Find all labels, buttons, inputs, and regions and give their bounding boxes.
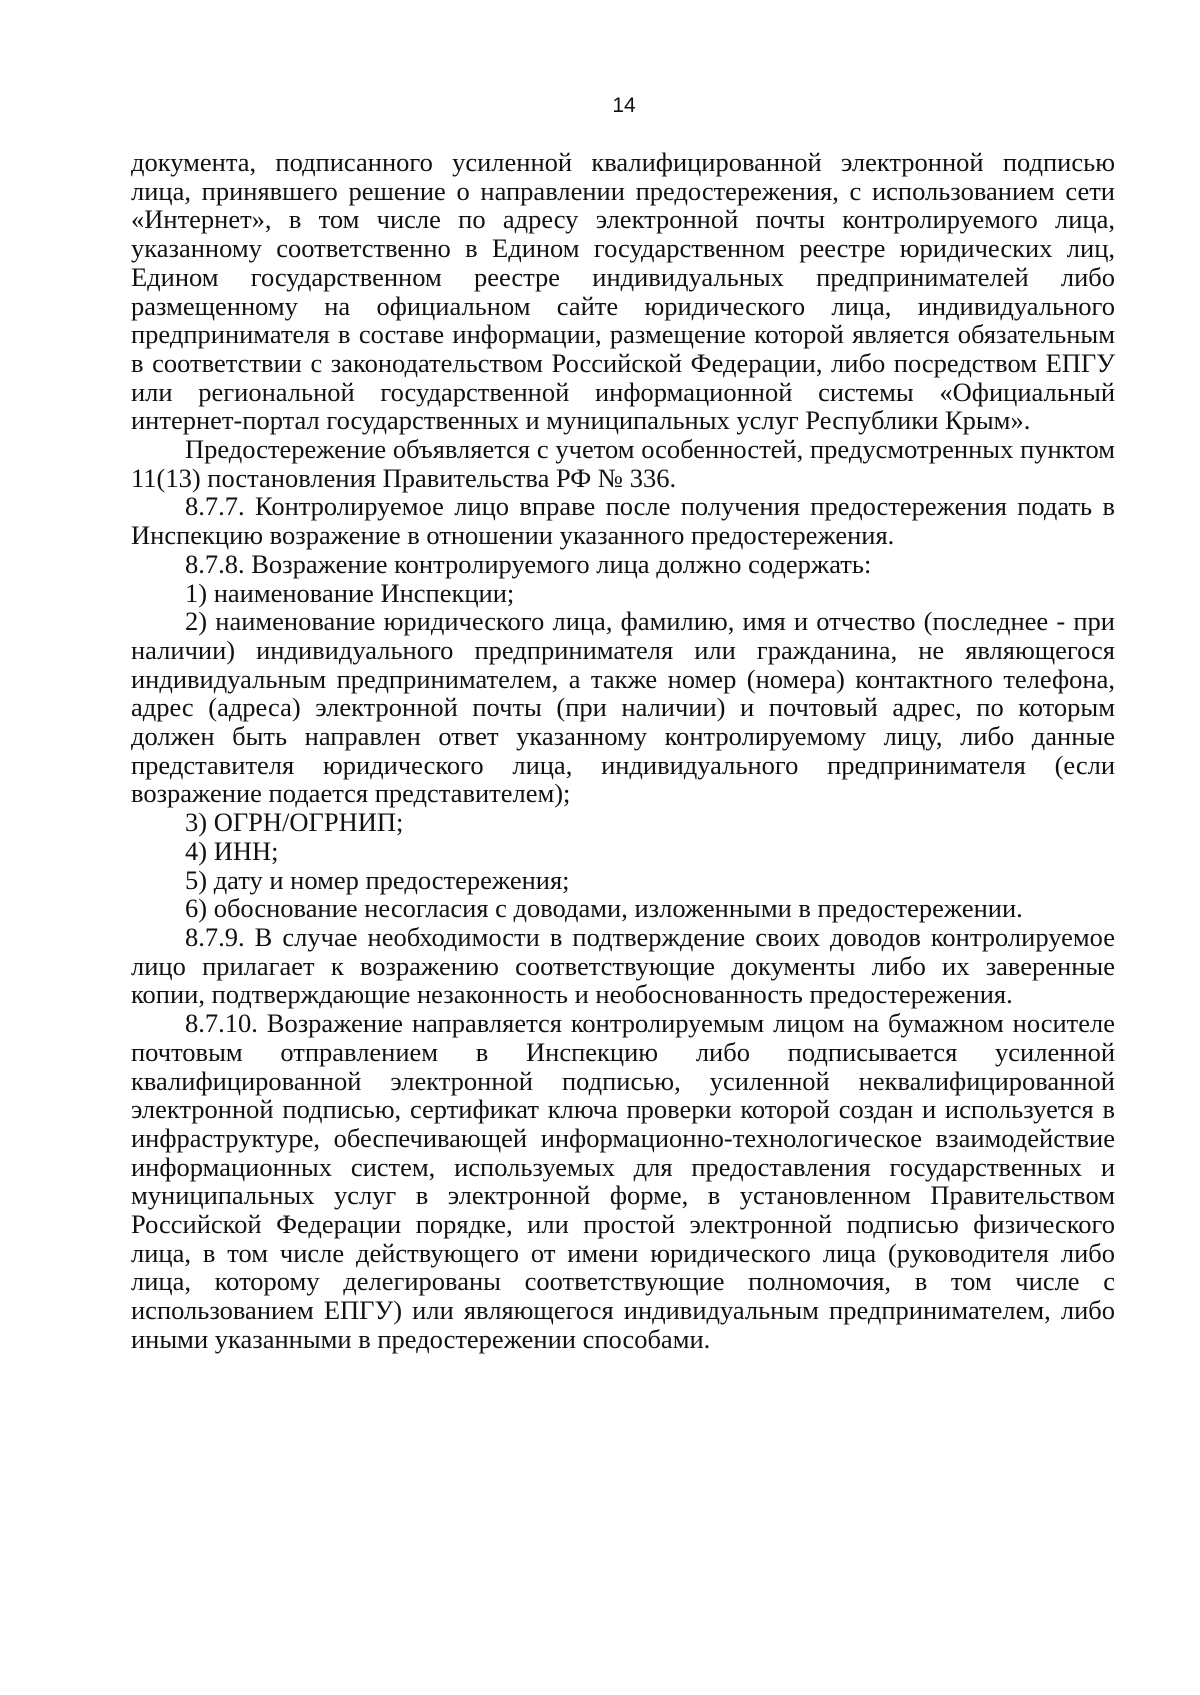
list-item-4: 4) ИНН;	[185, 835, 279, 866]
page-number: 14	[612, 94, 636, 117]
list-item-3: 3) ОГРН/ОГРНИП;	[185, 807, 404, 838]
document-body	[131, 148, 1115, 1354]
list-item-6: 6) обоснование несогласия с доводами, изложенными в предостережении.	[185, 893, 1023, 924]
paragraph-8-7-8: 8.7.8. Возражение контролируемого лица должно содержать:	[185, 548, 872, 579]
paragraph-8-7-9: 8.7.9. В случае необходимости в подтверждение своих доводов контролируемое лицо прилагает к возражению соответствующие документы либо их заверенные копии, подтверждающие незаконность и необоснованность предостережения.	[131, 921, 1115, 1010]
paragraph-8-7-10: 8.7.10. Возражение направляется контролируемым лицом на бумажном носителе почтовым отправлением в Инспекцию либо подписывается усиленной квалифицированной электронной подписью, усиленной неквалифицированной электронной подписью, сертификат ключа проверки которой создан и используется в инфраструктуре, обеспечивающей информационно-технологическое взаимодействие информационных систем, используемых для предоставления государственных и муниципальных услуг в электронной форме, в установленном Правительством Российской Федерации порядке, или простой электронной подписью физического лица, в том числе действующего от имени юридического лица (руководителя либо лица, которому делегированы соответствующие полномочия, в том числе с использованием ЕПГУ) или являющегося индивидуальным предпринимателем, либо иными указанными в предостережении способами.	[131, 1008, 1115, 1354]
paragraph-continuation: документа, подписанного усиленной квалифицированной электронной подписью лица, принявшего решение о направлении предостережения, с использованием сети «Интернет», в том числе по адресу электронной почты контролируемого лица, указанному соответственно в Едином государственном реестре юридических лиц, Едином государственном реестре индивидуальных предпринимателей либо размещенному на официальном сайте юридического лица, индивидуального предпринимателя в составе информации, размещение которой является обязательным в соответствии с законодательством Российской Федерации, либо посредством ЕПГУ или региональной государственной информационной системы «Официальный интернет-портал государственных и муниципальных услуг Республики Крым».	[131, 147, 1115, 436]
paragraph-8-7-7: 8.7.7. Контролируемое лицо вправе после получения предостережения подать в Инспекцию возражение в отношении указанного предостережения.	[131, 491, 1115, 551]
paragraph-warning-announcement: Предостережение объявляется с учетом особенностей, предусмотренных пунктом 11(13) постановления Правительства РФ № 336.	[131, 434, 1115, 493]
list-item-1: 1) наименование Инспекции;	[185, 577, 515, 608]
list-item-2: 2) наименование юридического лица, фамилию, имя и отчество (последнее - при наличии) индивидуального предпринимателя или гражданина, не являющегося индивидуальным предпринимателем, а также номер (номера) контактного телефона, адрес (адреса) электронной почты (при наличии) и почтовый адрес, по которым должен быть направлен ответ указанному контролируемому лицу, либо данные представителя юридического лица, индивидуального предпринимателя (если возражение подается представителем);	[131, 606, 1115, 809]
list-item-5: 5) дату и номер предостережения;	[185, 864, 570, 895]
